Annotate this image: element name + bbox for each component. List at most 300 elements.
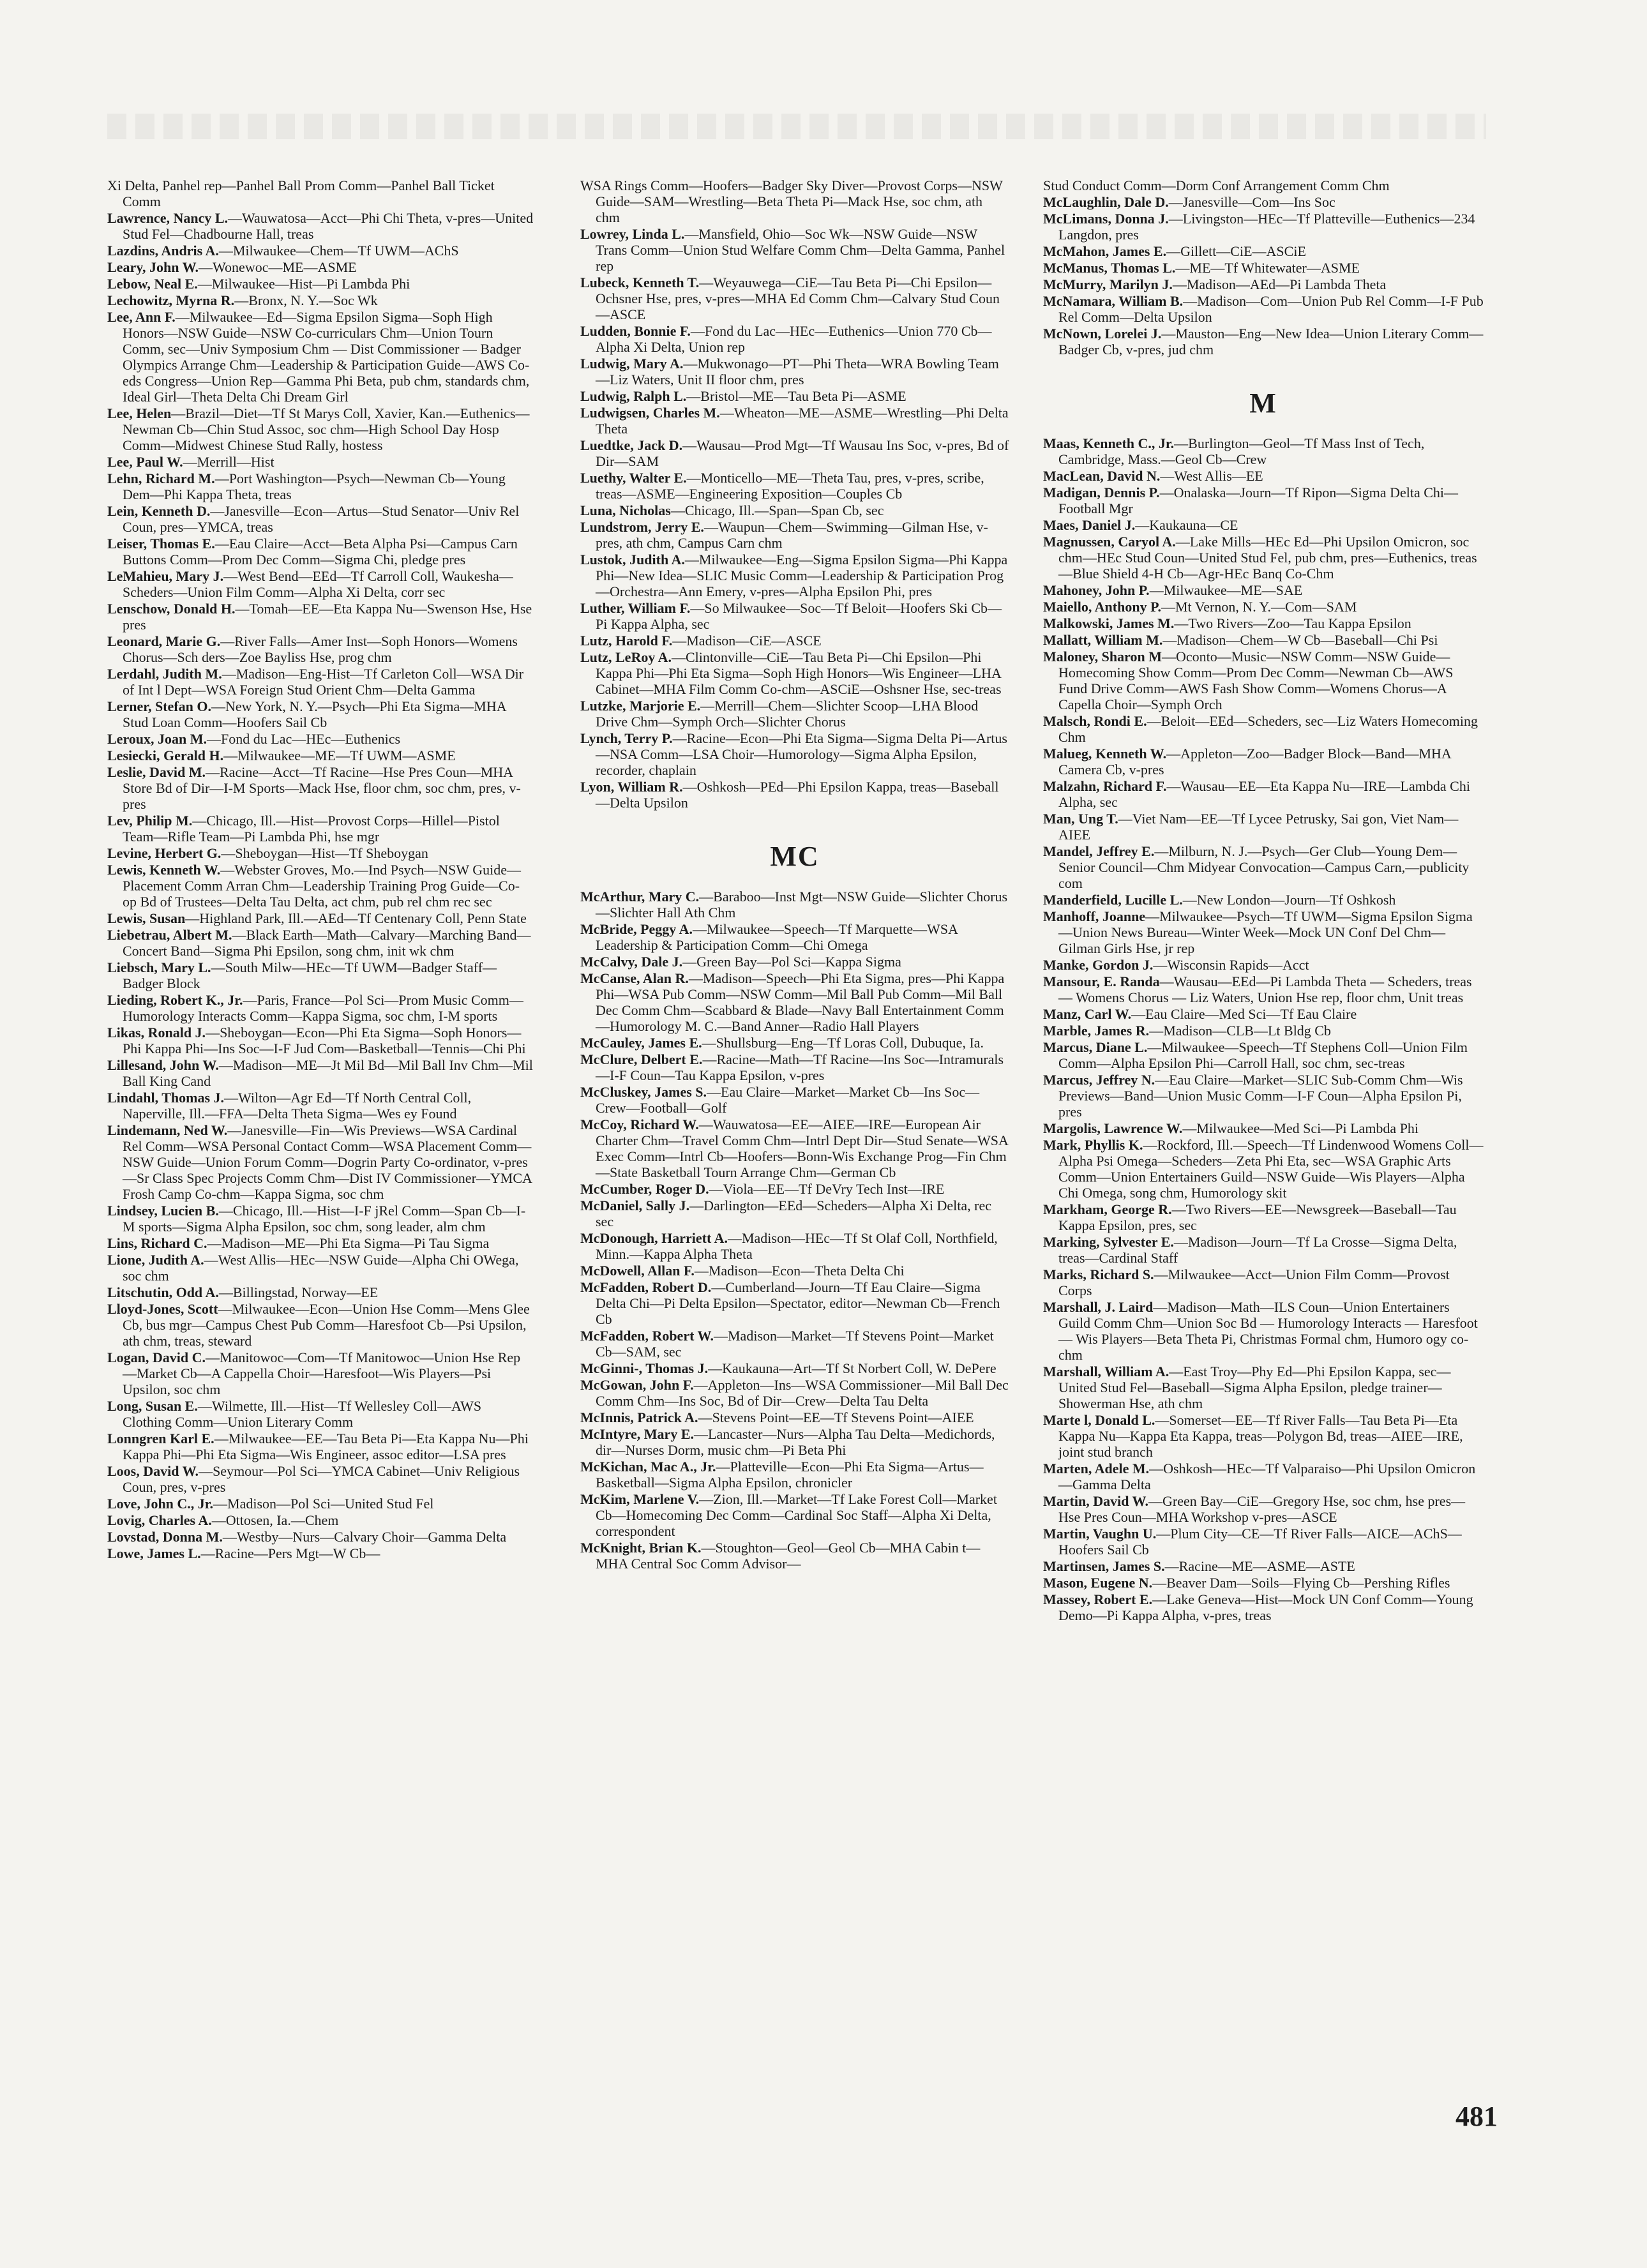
- entry-name: McCanse, Alan R.: [580, 970, 689, 986]
- entry-details: —Wausau—EEd—Pi Lambda Theta — Scheders, treas — Womens Chorus — Liz Waters, Union Hse rep, floor chm, Unit treas: [1058, 973, 1472, 1005]
- entry-details: —Kaukauna—Art—Tf St Norbert Coll, W. DePere: [708, 1360, 996, 1376]
- entry-details: —Gillett—CiE—ASCiE: [1166, 243, 1306, 259]
- entry-name: Lillesand, John W.: [107, 1057, 219, 1073]
- directory-entry: [1043, 1575, 1484, 1591]
- entry-details: —Clintonville—CiE—Tau Beta Pi—Chi Epsilon—Phi Kappa Phi—Phi Eta Sigma—Soph High Honors—Wis Engineer—LHA Cabinet—MHA Film Comm Co-chm—ASCiE—Oshsner Hse, sec-treas: [596, 649, 1002, 697]
- entry-details: —Green Bay—CiE—Gregory Hse, soc chm, hse pres—Hse Pres Coun—MHA Workshop v-pres—ASCE: [1058, 1493, 1466, 1525]
- directory-entry: [107, 1349, 534, 1397]
- entry-name: Mahoney, John P.: [1043, 582, 1150, 598]
- directory-entry: [1043, 1039, 1484, 1071]
- directory-entry: [580, 633, 1009, 649]
- entry-details: —Ottosen, Ia.—Chem: [211, 1512, 339, 1528]
- entry-details: —Janesville—Econ—Artus—Stud Senator—Univ Rel Coun, pres—YMCA, treas: [123, 503, 520, 535]
- entry-name: Maiello, Anthony P.: [1043, 599, 1161, 615]
- directory-entry: [1043, 957, 1484, 973]
- entry-details: —Milwaukee—EE—Tau Beta Pi—Eta Kappa Nu—Phi Kappa Phi—Phi Eta Sigma—Wis Engineer, assoc editor—LSA pres: [123, 1431, 529, 1462]
- entry-name: Lein, Kenneth D.: [107, 503, 211, 519]
- entry-name: Mandel, Jeffrey E.: [1043, 843, 1155, 859]
- directory-entry: [580, 405, 1009, 437]
- directory-entry: [1043, 1461, 1484, 1492]
- entry-details: —Merrill—Hist: [183, 454, 274, 470]
- entry-details: —Two Rivers—EE—Newsgreek—Baseball—Tau Kappa Epsilon, pres, sec: [1058, 1201, 1457, 1233]
- entry-name: McDaniel, Sally J.: [580, 1198, 690, 1213]
- entry-details: —Oshkosh—HEc—Tf Valparaiso—Phi Upsilon Omicron—Gamma Delta: [1058, 1461, 1476, 1492]
- entry-details: —Baraboo—Inst Mgt—NSW Guide—Slichter Chorus—Slichter Hall Ath Chm: [596, 889, 1008, 920]
- directory-entry: [1043, 973, 1484, 1005]
- directory-entry: [107, 845, 534, 861]
- entry-name: Lindahl, Thomas J.: [107, 1090, 225, 1106]
- entry-details: —Wauwatosa—Acct—Phi Chi Theta, v-pres—United Stud Fel—Chadbourne Hall, treas: [123, 210, 534, 242]
- entry-name: Marcus, Diane L.: [1043, 1039, 1148, 1055]
- entry-details: —So Milwaukee—Soc—Tf Beloit—Hoofers Ski Cb—Pi Kappa Alpha, sec: [596, 600, 1002, 632]
- entry-name: McCalvy, Dale J.: [580, 954, 683, 970]
- entry-name: Lee, Paul W.: [107, 454, 183, 470]
- entry-details: —Port Washington—Psych—Newman Cb—Young Dem—Phi Kappa Theta, treas: [123, 470, 506, 502]
- directory-entry: [1043, 1266, 1484, 1298]
- entry-details: —Eau Claire—Med Sci—Tf Eau Claire: [1131, 1006, 1357, 1022]
- directory-entry: [107, 698, 534, 730]
- directory-entry: [580, 730, 1009, 778]
- entry-details: —Fond du Lac—HEc—Euthenics—Union 770 Cb—Alpha Xi Delta, Union rep: [596, 323, 992, 355]
- column-1: [107, 177, 534, 1562]
- directory-entry: [107, 927, 534, 959]
- entry-name: Man, Ung T.: [1043, 811, 1118, 827]
- entry-details: —Madison—Chem—W Cb—Baseball—Chi Psi: [1162, 632, 1438, 648]
- entry-name: Lins, Richard C.: [107, 1235, 207, 1251]
- entry-details: —Janesville—Com—Ins Soc: [1168, 194, 1335, 210]
- directory-entry: [1043, 892, 1484, 908]
- directory-entry: [107, 666, 534, 698]
- directory-entry: [580, 323, 1009, 355]
- entry-name: Maas, Kenneth C., Jr.: [1043, 435, 1175, 451]
- entry-details: —Appleton—Ins—WSA Commissioner—Mil Ball Dec Comm Chm—Ins Soc, Bd of Dir—Crew—Delta Tau Delta: [596, 1377, 1009, 1409]
- directory-entry: [107, 1398, 534, 1430]
- entry-details: —Viola—EE—Tf DeVry Tech Inst—IRE: [709, 1181, 945, 1197]
- directory-entry: [107, 1529, 534, 1545]
- entry-details: —Mauston—Eng—New Idea—Union Literary Comm—Badger Cb, v-pres, jud chm: [1058, 326, 1484, 357]
- entry-details: —Milwaukee—Psych—Tf UWM—Sigma Epsilon Sigma—Union News Bureau—Winter Week—Mock UN Conf Del Chm—Gilman Girls Hse, jr rep: [1058, 908, 1473, 956]
- entry-name: Marcus, Jeffrey N.: [1043, 1072, 1155, 1088]
- entry-name: McMurry, Marilyn J.: [1043, 276, 1173, 292]
- entry-details: —Sheboygan—Hist—Tf Sheboygan: [221, 845, 428, 861]
- entry-name: McLimans, Donna J.: [1043, 211, 1169, 227]
- directory-entry: [1043, 534, 1484, 582]
- entry-name: Margolis, Lawrence W.: [1043, 1120, 1183, 1136]
- directory-entry: [1043, 484, 1484, 516]
- directory-entry: [1043, 1137, 1484, 1201]
- entry-details: —Westby—Nurs—Calvary Choir—Gamma Delta: [222, 1529, 507, 1545]
- directory-entry: [1043, 843, 1484, 891]
- directory-entry: [580, 519, 1009, 551]
- entry-name: Mansour, E. Randa: [1043, 973, 1160, 989]
- entry-name: McLaughlin, Dale D.: [1043, 194, 1169, 210]
- entry-details: —Wilmette, Ill.—Hist—Tf Wellesley Coll—AWS Clothing Comm—Union Literary Comm: [123, 1398, 482, 1430]
- entry-details: —Wisconsin Rapids—Acct: [1153, 957, 1309, 973]
- directory-entry: [1043, 1558, 1484, 1574]
- entry-name: McCumber, Roger D.: [580, 1181, 709, 1197]
- directory-entry: [580, 1377, 1009, 1409]
- entry-name: Liebetrau, Albert M.: [107, 927, 232, 943]
- entry-name: Massey, Robert E.: [1043, 1591, 1153, 1607]
- entry-details: —Madison—ME—Phi Eta Sigma—Pi Tau Sigma: [207, 1235, 490, 1251]
- directory-entry: [580, 226, 1009, 274]
- entry-details: —Brazil—Diet—Tf St Marys Coll, Xavier, Kan.—Euthenics—Newman Cb—Chin Stud Assoc, soc chm—High School Day Hosp Comm—Midwest Chinese Stud Rally, hostess: [123, 405, 530, 453]
- entry-name: McManus, Thomas L.: [1043, 260, 1176, 276]
- directory-entry: [1043, 811, 1484, 843]
- entry-name: Maloney, Sharon M: [1043, 649, 1162, 665]
- entry-name: Lieding, Robert K., Jr.: [107, 992, 243, 1008]
- directory-entry: [1043, 1299, 1484, 1363]
- directory-entry: [1043, 468, 1484, 484]
- directory-entry: [107, 1203, 534, 1235]
- entry-name: Malkowski, James M.: [1043, 615, 1175, 631]
- directory-entry: [580, 1230, 1009, 1262]
- entry-name: McClure, Delbert E.: [580, 1051, 703, 1067]
- section-heading: M: [1249, 387, 1277, 419]
- entry-name: Mason, Eugene N.: [1043, 1575, 1153, 1591]
- entry-details: —Madison—Eng-Hist—Tf Carleton Coll—WSA Dir of Int l Dept—WSA Foreign Stud Orient Chm—Delta Gamma: [123, 666, 524, 698]
- directory-entry: [580, 470, 1009, 502]
- entry-details: —Wausau—EE—Eta Kappa Nu—IRE—Lambda Chi Alpha, sec: [1058, 778, 1470, 810]
- entry-details: —Eau Claire—Market—Market Cb—Ins Soc—Crew—Football—Golf: [596, 1084, 980, 1116]
- column-2: [580, 177, 1009, 1572]
- entry-details: —Monticello—ME—Theta Tau, pres, v-pres, scribe, treas—ASME—Engineering Exposition—Couples Cb: [596, 470, 984, 502]
- entry-name: Lindsey, Lucien B.: [107, 1203, 219, 1219]
- directory-entry: [580, 600, 1009, 632]
- entry-details: —Black Earth—Math—Calvary—Marching Band—Concert Band—Sigma Phi Epsilon, song chm, init wk chm: [123, 927, 531, 959]
- directory-entry: [1043, 1072, 1484, 1120]
- entry-details: —Green Bay—Pol Sci—Kappa Sigma: [682, 954, 901, 970]
- entry-name: MacLean, David N.: [1043, 468, 1161, 484]
- entry-name: McIntyre, Mary E.: [580, 1426, 694, 1442]
- directory-entry: [1043, 1591, 1484, 1623]
- directory-entry: [580, 1279, 1009, 1327]
- entry-details: —Beaver Dam—Soils—Flying Cb—Pershing Rifles: [1152, 1575, 1450, 1591]
- entry-name: Manhoff, Joanne: [1043, 908, 1146, 924]
- entry-details: —West Bend—EEd—Tf Carroll Coll, Waukesha—Scheders—Union Film Comm—Alpha Xi Delta, corr sec: [123, 568, 513, 600]
- directory-entry: [107, 405, 534, 453]
- directory-entry: [107, 243, 534, 259]
- directory-entry: [580, 1084, 1009, 1116]
- entry-name: Levine, Herbert G.: [107, 845, 222, 861]
- entry-details: —Zion, Ill.—Market—Tf Lake Forest Coll—Market Cb—Homecoming Dec Comm—Cardinal Soc Staff—Alpha Xi Delta, correspondent: [596, 1491, 997, 1539]
- entry-details: —Mukwonago—PT—Phi Theta—WRA Bowling Team—Liz Waters, Unit II floor chm, pres: [596, 356, 999, 387]
- entry-name: McFadden, Robert W.: [580, 1328, 714, 1344]
- entry-details: —West Allis—HEc—NSW Guide—Alpha Chi OWega, soc chm: [123, 1252, 519, 1284]
- entry-details: —Manitowoc—Com—Tf Manitowoc—Union Hse Rep—Market Cb—A Cappella Choir—Haresfoot—Wis Players—Psi Upsilon, soc chm: [123, 1349, 521, 1397]
- entry-name: Marten, Adele M.: [1043, 1461, 1150, 1476]
- directory-entry: [580, 889, 1009, 920]
- entry-details: —Highland Park, Ill.—AEd—Tf Centenary Coll, Penn State: [185, 910, 527, 926]
- entry-name: Long, Susan E.: [107, 1398, 198, 1414]
- entry-name: Luna, Nicholas: [580, 502, 671, 518]
- entry-details: —Kaukauna—CE: [1135, 517, 1238, 533]
- directory-entry: [107, 910, 534, 926]
- entry-details: —Fond du Lac—HEc—Euthenics: [207, 731, 401, 747]
- entry-details: —Racine—Econ—Phi Eta Sigma—Sigma Delta Pi—Artus—NSA Comm—LSA Choir—Humorology—Sigma Alpha Epsilon, recorder, chaplain: [596, 730, 1007, 778]
- directory-entry: [580, 502, 1009, 518]
- entry-name: LeMahieu, Mary J.: [107, 568, 224, 584]
- directory-entry: [107, 1545, 534, 1561]
- entry-details: —Webster Groves, Mo.—Ind Psych—NSW Guide—Placement Comm Arran Chm—Leadership Training Prog Guide—Co-op Bd of Trustees—Delta Tau Delta, act chm, pub rel chm rec sec: [123, 862, 522, 910]
- entry-details: —Oconto—Music—NSW Comm—NSW Guide—Homecoming Show Comm—Prom Dec Comm—Newman Cb—AWS Fund Drive Comm—AWS Fash Show Comm—Womens Chorus—A Capella Choir—Symph Orch: [1058, 649, 1454, 712]
- entry-name: Manderfield, Lucille L.: [1043, 892, 1183, 908]
- directory-entry: [580, 437, 1009, 469]
- entry-name: Ludwig, Ralph L.: [580, 388, 687, 404]
- directory-entry: [1043, 1493, 1484, 1525]
- entry-details: —Lancaster—Nurs—Alpha Tau Delta—Medichords, dir—Nurses Dorm, music chm—Pi Beta Phi: [596, 1426, 995, 1458]
- entry-name: Lowrey, Linda L.: [580, 226, 685, 242]
- entry-details: —Milwaukee—Speech—Tf Marquette—WSA Leadership & Participation Comm—Chi Omega: [596, 921, 958, 953]
- directory-entry: [107, 747, 534, 763]
- entry-details: —Racine—Acct—Tf Racine—Hse Pres Coun—MHA Store Bd of Dir—I-M Sports—Mack Hse, floor chm, soc chm, pres, v-pres: [123, 764, 521, 812]
- entry-name: Lee, Ann F.: [107, 309, 176, 325]
- entry-name: Lutz, LeRoy A.: [580, 649, 672, 665]
- entry-name: Litschutin, Odd A.: [107, 1284, 219, 1300]
- directory-entry: [107, 568, 534, 600]
- entry-name: Lonngren Karl E.: [107, 1431, 214, 1446]
- directory-entry: [1043, 615, 1484, 631]
- directory-entry: [580, 1540, 1009, 1572]
- entry-name: McDowell, Allan F.: [580, 1263, 695, 1279]
- entry-details: —Bristol—ME—Tau Beta Pi—ASME: [686, 388, 906, 404]
- directory-entry: [107, 959, 534, 991]
- entry-name: Lehn, Richard M.: [107, 470, 215, 486]
- directory-entry: [580, 954, 1009, 970]
- entry-name: Madigan, Dennis P.: [1043, 484, 1160, 500]
- entry-details: —Milwaukee—Ed—Sigma Epsilon Sigma—Soph High Honors—NSW Guide—NSW Co-curriculars Chm—Union Tourn Comm, sec—Univ Symposium Chm — Dist Commissioner — Badger Olympics Arrange Chm—Leadership & Participation Guide—AWS Co-eds Congress—Union Rep—Gamma Phi Beta, pub chm, standards chm, Ideal Girl—Theta Delta Chi Dream Girl: [123, 309, 530, 405]
- entry-details: —Eau Claire—Market—SLIC Sub-Comm Chm—Wis Previews—Band—Union Music Comm—I-F Coun—Alpha Epsilon Pi, pres: [1058, 1072, 1463, 1120]
- entry-details: —Lake Mills—HEc Ed—Phi Upsilon Omicron, soc chm—HEc Stud Coun—United Stud Fel, pub chm, pres—Euthenics, treas—Blue Shield 4-H Cb—Agr-HEc Banq Co-Chm: [1058, 534, 1477, 582]
- entry-details: —Milburn, N. J.—Psych—Ger Club—Young Dem—Senior Council—Chm Midyear Convocation—Campus Carn,—publicity com: [1058, 843, 1470, 891]
- entry-name: McCauley, James E.: [580, 1035, 702, 1051]
- entry-name: Lutz, Harold F.: [580, 633, 673, 649]
- directory-entry: [107, 503, 534, 535]
- entry-name: Lebow, Neal E.: [107, 276, 198, 292]
- entry-details: —Madison—CLB—Lt Bldg Cb: [1149, 1023, 1331, 1039]
- directory-entry: [580, 1051, 1009, 1083]
- entry-name: Leslie, David M.: [107, 764, 206, 780]
- directory-entry: [107, 177, 534, 209]
- entry-name: Lazdins, Andris A.: [107, 243, 219, 259]
- entry-details: —Madison—Journ—Tf La Crosse—Sigma Delta, treas—Cardinal Staff: [1058, 1234, 1457, 1266]
- entry-details: —Madison—Speech—Phi Eta Sigma, pres—Phi Kappa Phi—WSA Pub Comm—NSW Comm—Mil Ball Pub Comm—Mil Ball Dec Comm Chm—Scabbard & Blade—Navy Ball Entertainment Comm—Humorology M. C.—Band Anner—Radio Hall Players: [596, 970, 1005, 1034]
- bleed-through-shadow: [107, 114, 1486, 139]
- entry-details: —Racine—Math—Tf Racine—Ins Soc—Intramurals—I-F Coun—Tau Kappa Epsilon, v-pres: [596, 1051, 1004, 1083]
- directory-entry: [107, 633, 534, 665]
- entry-details: —Wonewoc—ME—ASME: [199, 259, 357, 275]
- entry-name: Lerner, Stefan O.: [107, 698, 211, 714]
- entry-details: —Onalaska—Journ—Tf Ripon—Sigma Delta Chi—Football Mgr: [1058, 484, 1459, 516]
- entry-details: —Mt Vernon, N. Y.—Com—SAM: [1161, 599, 1357, 615]
- directory-entry: [107, 276, 534, 292]
- entry-name: Marshall, J. Laird: [1043, 1299, 1154, 1315]
- entry-details: —Paris, France—Pol Sci—Prom Music Comm—Humorology Interacts Comm—Kappa Sigma, soc chm, I-M sports: [123, 992, 523, 1024]
- entry-details: —Mansfield, Ohio—Soc Wk—NSW Guide—NSW Trans Comm—Union Stud Welfare Comm Chm—Delta Gamma, Panhel rep: [596, 226, 1005, 274]
- entry-name: McGowan, John F.: [580, 1377, 694, 1393]
- directory-entry: [580, 1459, 1009, 1491]
- entry-details: —Viet Nam—EE—Tf Lycee Petrusky, Sai gon, Viet Nam—AIEE: [1058, 811, 1459, 843]
- entry-details: —Livingston—HEc—Tf Platteville—Euthenics—234 Langdon, pres: [1058, 211, 1475, 243]
- directory-entry: [107, 1463, 534, 1495]
- entry-name: McKim, Marlene V.: [580, 1491, 700, 1507]
- section-heading: MC: [770, 841, 820, 872]
- entry-details: —Milwaukee—ME—Tf UWM—ASME: [223, 747, 456, 763]
- entry-details: —East Troy—Phy Ed—Phi Epsilon Kappa, sec—United Stud Fel—Baseball—Sigma Alpha Epsilon, pledge trainer—Showerman Hse, ath chm: [1058, 1363, 1451, 1411]
- entry-details: —Beloit—EEd—Scheders, sec—Liz Waters Homecoming Chm: [1058, 713, 1478, 745]
- entry-details: —Wheaton—ME—ASME—Wrestling—Phi Delta Theta: [596, 405, 1009, 437]
- entry-details: —River Falls—Amer Inst—Soph Honors—Womens Chorus—Sch ders—Zoe Bayliss Hse, prog chm: [123, 633, 518, 665]
- entry-name: Lerdahl, Judith M.: [107, 666, 222, 682]
- entry-details: —Lake Geneva—Hist—Mock UN Conf Comm—Young Demo—Pi Kappa Alpha, v-pres, treas: [1058, 1591, 1473, 1623]
- entry-details: —Madison—Pol Sci—United Stud Fel: [213, 1496, 434, 1512]
- entry-name: Leroux, Joan M.: [107, 731, 207, 747]
- directory-entry: [1043, 632, 1484, 648]
- directory-entry: [107, 454, 534, 470]
- entry-name: McNown, Lorelei J.: [1043, 326, 1162, 342]
- entry-name: Lechowitz, Myrna R.: [107, 292, 235, 308]
- entry-details: —Milwaukee—Econ—Union Hse Comm—Mens Glee Cb, bus mgr—Campus Chest Pub Comm—Haresfoot Cb—Psi Upsilon, ath chm, treas, steward: [123, 1301, 530, 1349]
- column-3: [1043, 177, 1484, 1624]
- directory-entry: [107, 1252, 534, 1284]
- entry-details: —Burlington—Geol—Tf Mass Inst of Tech, Cambridge, Mass.—Geol Cb—Crew: [1058, 435, 1425, 467]
- entry-details: —Stevens Point—EE—Tf Stevens Point—AIEE: [698, 1409, 974, 1425]
- entry-details: —Milwaukee—Med Sci—Pi Lambda Phi: [1182, 1120, 1419, 1136]
- directory-entry: [107, 1512, 534, 1528]
- entry-details: —Stoughton—Geol—Geol Cb—MHA Cabin t—MHA Central Soc Comm Advisor—: [596, 1540, 981, 1572]
- entry-details: WSA Rings Comm—Hoofers—Badger Sky Diver—Provost Corps—NSW Guide—SAM—Wrestling—Beta Theta Pi—Mack Hse, soc chm, ath chm: [580, 177, 1003, 225]
- entry-name: Martinsen, James S.: [1043, 1558, 1165, 1574]
- entry-details: —Racine—ME—ASME—ASTE: [1164, 1558, 1355, 1574]
- entry-name: McNamara, William B.: [1043, 293, 1184, 309]
- entry-name: Ludden, Bonnie F.: [580, 323, 691, 339]
- directory-entry: [107, 1235, 534, 1251]
- directory-entry: [1043, 435, 1484, 467]
- directory-entry: [580, 649, 1009, 697]
- directory-entry: [1043, 1526, 1484, 1558]
- entry-name: McMahon, James E.: [1043, 243, 1167, 259]
- directory-entry: [107, 292, 534, 308]
- directory-entry: [107, 259, 534, 275]
- directory-entry: [1043, 908, 1484, 956]
- entry-name: Mallatt, William M.: [1043, 632, 1163, 648]
- entry-name: Manz, Carl W.: [1043, 1006, 1132, 1022]
- directory-entry: [1043, 1201, 1484, 1233]
- entry-details: —Wauwatosa—EE—AIEE—IRE—European Air Charter Chm—Travel Comm Chm—Intrl Dept Dir—Stud Senate—WSA Exec Comm—Intrl Cb—Hoofers—Bonn-Wis Exchange Prog—Fin Chm—State Basketball Tourn Arrange Chm—German Cb: [596, 1116, 1008, 1180]
- entry-details: —Merrill—Chem—Slichter Scoop—LHA Blood Drive Chm—Symph Orch—Slichter Chorus: [596, 698, 979, 730]
- directory-entry: [580, 921, 1009, 953]
- directory-entry: [580, 1491, 1009, 1539]
- entry-name: Lovig, Charles A.: [107, 1512, 212, 1528]
- directory-entry: [1043, 276, 1484, 292]
- directory-entry: [580, 552, 1009, 599]
- directory-entry: [1043, 1412, 1484, 1460]
- entry-name: Ludwig, Mary A.: [580, 356, 684, 372]
- entry-name: Lewis, Kenneth W.: [107, 862, 221, 878]
- directory-entry: [107, 1284, 534, 1300]
- entry-details: —Somerset—EE—Tf River Falls—Tau Beta Pi—Eta Kappa Nu—Kappa Eta Kappa, treas—Polygon Bd, treas—AIEE—IRE, joint stud branch: [1058, 1412, 1463, 1460]
- directory-entry: [580, 1181, 1009, 1197]
- entry-name: McFadden, Robert D.: [580, 1279, 712, 1295]
- entry-name: McGinni-, Thomas J.: [580, 1360, 709, 1376]
- entry-name: Leonard, Marie G.: [107, 633, 221, 649]
- entry-name: Malzahn, Richard F.: [1043, 778, 1167, 794]
- entry-details: —Milwaukee—Speech—Tf Stephens Coll—Union Film Comm—Alpha Epsilon Phi—Carroll Hall, soc chm, sec-treas: [1058, 1039, 1468, 1071]
- entry-name: Lindemann, Ned W.: [107, 1122, 228, 1138]
- entry-details: —Madison—Math—ILS Coun—Union Entertainers Guild Comm Chm—Union Soc Bd — Humorology Interacts — Haresfoot — Wis Players—Beta Theta Pi, Christmas Formal chm, Humoro ogy co-chm: [1058, 1299, 1478, 1363]
- directory-entry: [580, 274, 1009, 322]
- entry-details: —Chicago, Ill.—Hist—I-F jRel Comm—Span Cb—I-M sports—Sigma Alpha Epsilon, soc chm, song leader, alm chm: [123, 1203, 526, 1235]
- entry-details: —Billingstad, Norway—EE: [218, 1284, 379, 1300]
- entry-details: —Wausau—Prod Mgt—Tf Wausau Ins Soc, v-pres, Bd of Dir—SAM: [596, 437, 1009, 469]
- entry-details: —New York, N. Y.—Psych—Phi Eta Sigma—MHA Stud Loan Comm—Hoofers Sail Cb: [123, 698, 506, 730]
- entry-name: Manke, Gordon J.: [1043, 957, 1154, 973]
- directory-entry: [107, 1122, 534, 1202]
- entry-name: Ludwigsen, Charles M.: [580, 405, 720, 421]
- directory-entry: [580, 388, 1009, 404]
- entry-details: —Tomah—EE—Eta Kappa Nu—Swenson Hse, Hse pres: [123, 601, 532, 633]
- directory-entry: [107, 813, 534, 845]
- entry-details: —Milwaukee—Hist—Pi Lambda Phi: [197, 276, 410, 292]
- entry-details: —Madison—Com—Union Pub Rel Comm—I-F Pub Rel Comm—Delta Upsilon: [1058, 293, 1484, 325]
- entry-name: Marshall, William A.: [1043, 1363, 1169, 1379]
- entry-name: Mark, Phyllis K.: [1043, 1137, 1143, 1153]
- entry-details: —Milwaukee—Acct—Union Film Comm—Provost Corps: [1058, 1266, 1450, 1298]
- directory-entry: [1043, 243, 1484, 259]
- directory-entry: [107, 1025, 534, 1056]
- directory-entry: [107, 1431, 534, 1462]
- entry-name: Lloyd-Jones, Scott: [107, 1301, 218, 1317]
- entry-details: —Madison—Econ—Theta Delta Chi: [694, 1263, 905, 1279]
- directory-entry: [580, 1360, 1009, 1376]
- directory-entry: [580, 177, 1009, 225]
- directory-entry: [580, 779, 1009, 811]
- directory-entry: [580, 356, 1009, 387]
- entry-details: —Two Rivers—Zoo—Tau Kappa Epsilon: [1174, 615, 1411, 631]
- directory-entry: [107, 536, 534, 567]
- entry-details: —Eau Claire—Acct—Beta Alpha Psi—Campus Carn Buttons Comm—Prom Dec Comm—Sigma Chi, pledge pres: [123, 536, 518, 567]
- entry-name: Lev, Philip M.: [107, 813, 193, 829]
- entry-name: Lenschow, Donald H.: [107, 601, 236, 617]
- entry-details: —ME—Tf Whitewater—ASME: [1175, 260, 1360, 276]
- entry-name: Loos, David W.: [107, 1463, 199, 1479]
- entry-name: Lustok, Judith A.: [580, 552, 685, 567]
- entry-details: —Plum City—CE—Tf River Falls—AICE—AChS—Hoofers Sail Cb: [1058, 1526, 1462, 1558]
- entry-name: Leiser, Thomas E.: [107, 536, 215, 552]
- entry-details: —Janesville—Fin—Wis Previews—WSA Cardinal Rel Comm—WSA Personal Contact Comm—WSA Placement Comm—NSW Guide—Union Forum Comm—Dogrin Party Co-ordinator, v-pres—Sr Class Spec Projects Comm Chm—Dist IV Commissioner—YMCA Frosh Camp Co-chm—Kappa Sigma, soc chm: [123, 1122, 532, 1202]
- entry-name: Lubeck, Kenneth T.: [580, 274, 700, 290]
- entry-details: —Chicago, Ill.—Hist—Provost Corps—Hillel—Pistol Team—Rifle Team—Pi Lambda Phi, hse mgr: [123, 813, 500, 845]
- directory-entry: [107, 1057, 534, 1089]
- directory-entry: [107, 601, 534, 633]
- directory-entry: [1043, 177, 1484, 193]
- entry-name: Malueg, Kenneth W.: [1043, 746, 1167, 762]
- directory-entry: [580, 698, 1009, 730]
- directory-entry: [1043, 1023, 1484, 1039]
- entry-details: —Sheboygan—Econ—Phi Eta Sigma—Soph Honors—Phi Kappa Phi—Ins Soc—I-F Jud Com—Basketball—Tennis—Chi Phi: [123, 1025, 526, 1056]
- entry-name: Love, John C., Jr.: [107, 1496, 214, 1512]
- directory-entry: [107, 210, 534, 242]
- directory-entry: [1043, 260, 1484, 276]
- directory-entry: [1043, 599, 1484, 615]
- directory-entry: [107, 1090, 534, 1122]
- entry-name: Maes, Daniel J.: [1043, 517, 1136, 533]
- entry-name: Magnussen, Caryol A.: [1043, 534, 1176, 550]
- entry-details: —South Milw—HEc—Tf UWM—Badger Staff—Badger Block: [123, 959, 497, 991]
- entry-details: —Madison—AEd—Pi Lambda Theta: [1172, 276, 1387, 292]
- page-number: 481: [1455, 2101, 1498, 2132]
- entry-details: —Madison—Market—Tf Stevens Point—Market Cb—SAM, sec: [596, 1328, 994, 1360]
